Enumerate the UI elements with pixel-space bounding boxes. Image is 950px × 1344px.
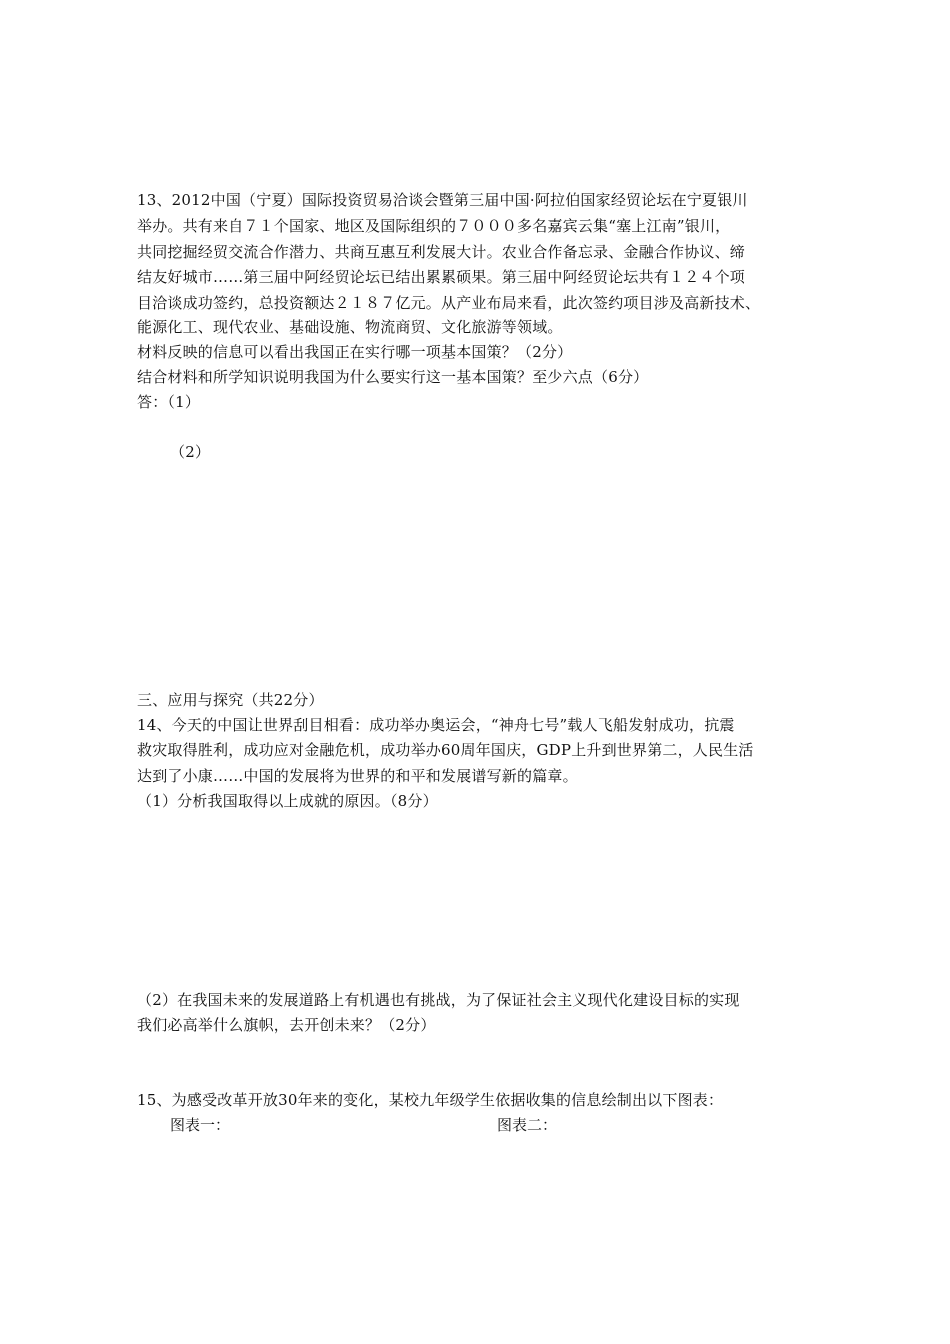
q13-answer-1-label: 答：（1） [137,393,201,411]
q13-line-1: 13、2012中国（宁夏）国际投资贸易洽谈会暨第三届中国·阿拉伯国家经贸论坛在宁夏银川 [137,191,748,209]
q14-line-1: 14、今天的中国让世界刮目相看：成功举办奥运会，“神舟七号”载人飞船发射成功，抗震 [137,716,735,734]
section-3-heading: 三、应用与探究（共22分） [137,691,324,709]
chart-2-label: 图表二： [497,1116,558,1134]
q13-line-2: 举办。共有来自７１个国家、地区及国际组织的７０００多名嘉宾云集“塞上江南”银川， [137,217,731,235]
q13-line-5: 目洽谈成功签约，总投资额达２１８７亿元。从产业布局来看，此次签约项目涉及高新技术、 [137,294,761,312]
q14-line-3: 达到了小康……中国的发展将为世界的和平和发展谱写新的篇章。 [137,767,578,785]
q13-line-4: 结友好城市……第三届中阿经贸论坛已结出累累硕果。第三届中阿经贸论坛共有１２４个项 [137,268,746,286]
q13-answer-2-label: （2） [170,443,211,461]
q13-line-6: 能源化工、现代农业、基础设施、物流商贸、文化旅游等领域。 [137,318,563,336]
q14-line-2: 救灾取得胜利，成功应对金融危机，成功举办60周年国庆，GDP上升到世界第二，人民生活 [137,741,754,759]
q13-question-1: 材料反映的信息可以看出我国正在实行哪一项基本国策？（2分） [137,343,573,361]
q15-text: 15、为感受改革开放30年来的变化，某校九年级学生依据收集的信息绘制出以下图表： [137,1091,724,1109]
chart-1-label: 图表一： [170,1116,231,1134]
q14-sub-question-2-line-2: 我们必高举什么旗帜，去开创未来？（2分） [137,1016,436,1034]
q13-question-2: 结合材料和所学知识说明我国为什么要实行这一基本国策？至少六点（6分） [137,368,649,386]
q13-line-3: 共同挖掘经贸交流合作潜力、共商互惠互利发展大计。农业合作备忘录、金融合作协议、缔 [137,243,746,261]
q14-sub-question-1: （1）分析我国取得以上成就的原因。（8分） [137,792,438,810]
q14-sub-question-2-line-1: （2）在我国未来的发展道路上有机遇也有挑战，为了保证社会主义现代化建设目标的实现 [137,991,740,1009]
